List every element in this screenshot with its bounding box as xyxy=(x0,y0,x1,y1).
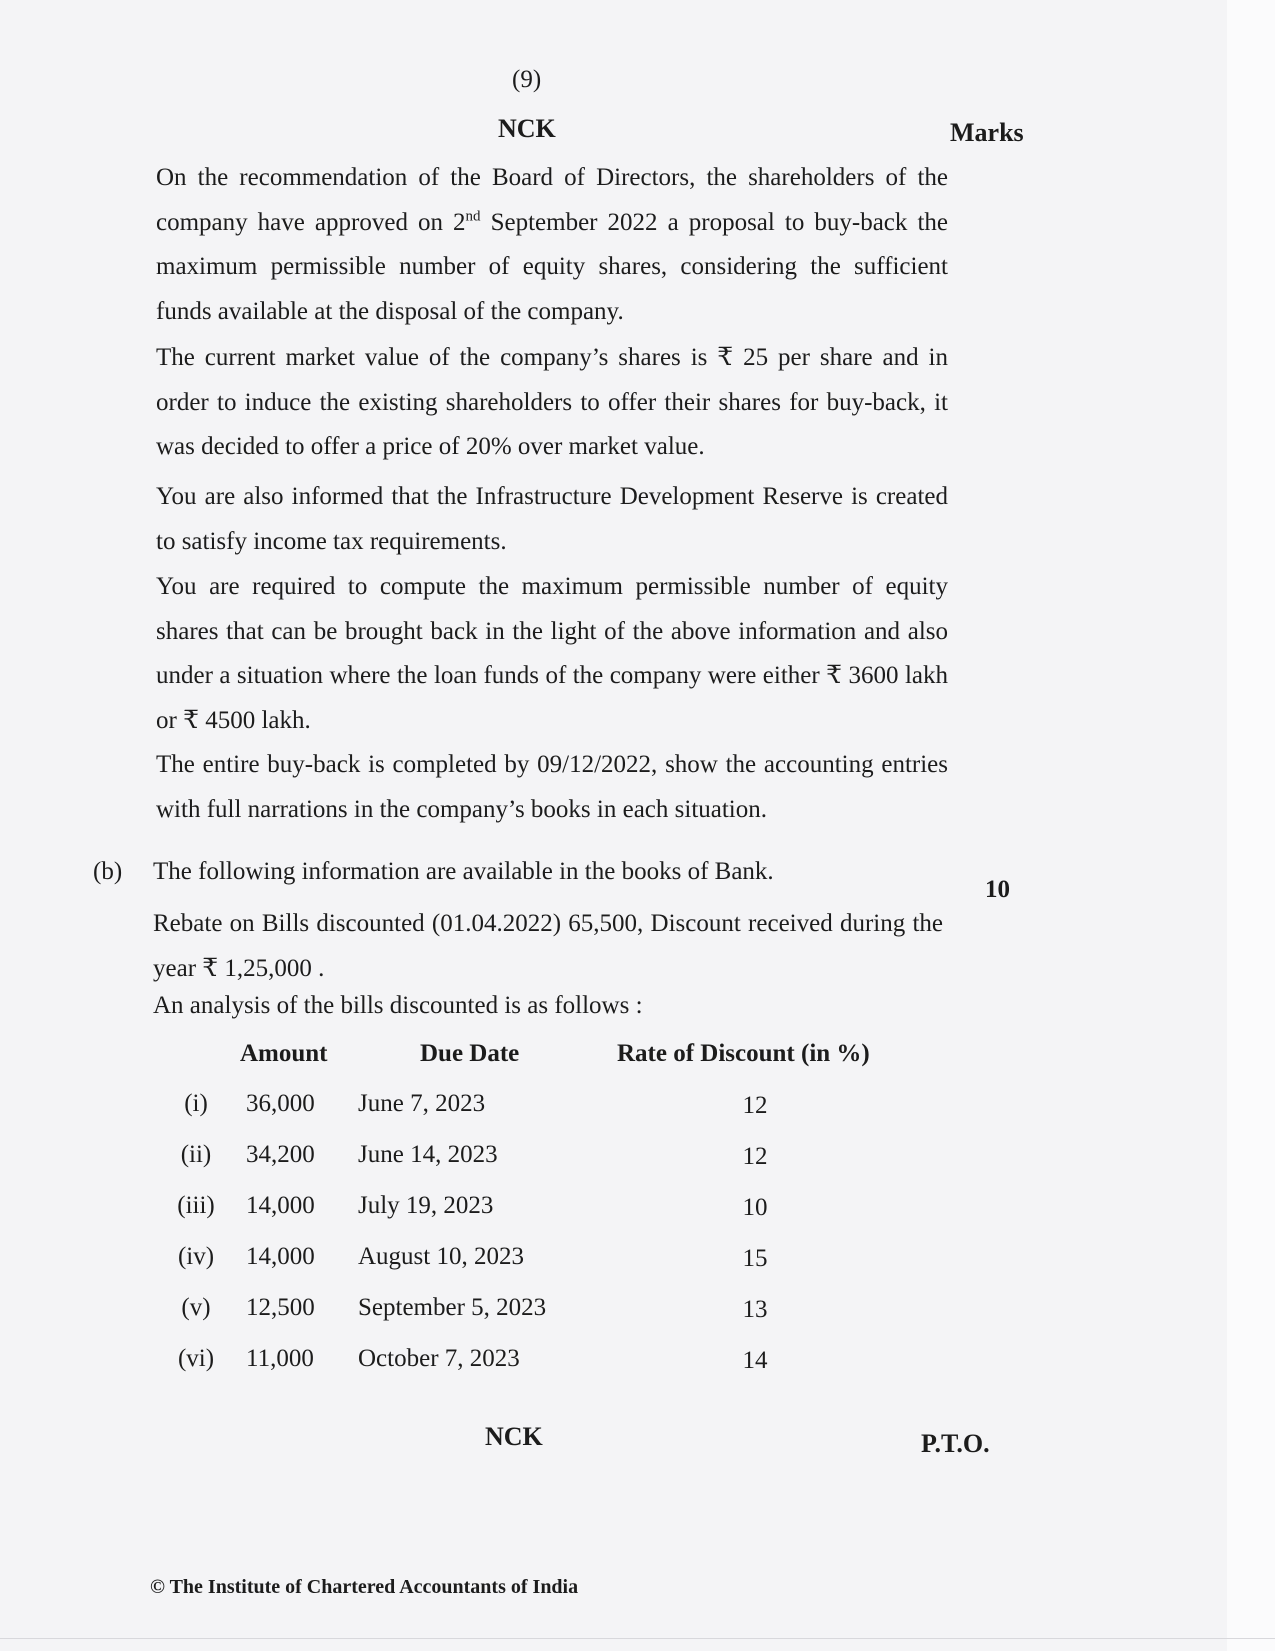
please-turn-over: P.T.O. xyxy=(921,1429,990,1458)
table-row xyxy=(0,1243,1100,1283)
analysis-text: An analysis of the bills discounted is as follows : xyxy=(153,992,643,1019)
row-number: (v) xyxy=(181,1294,211,1321)
row-due-date: July 19, 2023 xyxy=(358,1192,494,1219)
page-bottom-rule xyxy=(0,1638,1275,1639)
row-due-date: June 7, 2023 xyxy=(358,1090,486,1117)
row-amount: 34,200 xyxy=(246,1141,315,1168)
row-number: (vi) xyxy=(177,1345,215,1372)
paragraph-infrastructure-reserve: You are also informed that the Infrastructure Development Reserve is created to satisfy income tax requirements. xyxy=(156,483,948,555)
row-rate: 10 xyxy=(742,1194,768,1221)
row-number: (ii) xyxy=(180,1141,212,1168)
row-due-date: August 10, 2023 xyxy=(358,1243,524,1270)
paper-code-bottom: NCK xyxy=(485,1422,543,1451)
page-number: (9) xyxy=(512,66,542,93)
part-b-intro: The following information are available in the books of Bank. xyxy=(153,858,774,885)
row-rate: 15 xyxy=(742,1245,768,1272)
copyright-footer: © The Institute of Chartered Accountants of India xyxy=(150,1576,579,1598)
marks-heading: Marks xyxy=(950,118,1024,147)
paragraph-requirement: You are required to compute the maximum permissible number of equity shares that can be brought back in the light of the above information and also under a situation where the loan funds of the company were either ₹ 3600 lakh or ₹ 4500 lakh. xyxy=(156,573,948,734)
row-amount: 14,000 xyxy=(246,1243,315,1270)
paper-code-top: NCK xyxy=(498,114,556,143)
part-b-marks: 10 xyxy=(985,876,1010,903)
page-edge-shade xyxy=(1227,0,1275,1651)
row-amount: 36,000 xyxy=(246,1090,315,1117)
row-rate: 13 xyxy=(742,1296,768,1323)
table-row xyxy=(0,1141,1100,1181)
table-row xyxy=(0,1090,1100,1130)
row-due-date: October 7, 2023 xyxy=(358,1345,520,1372)
table-row xyxy=(0,1192,1100,1232)
row-number: (i) xyxy=(184,1090,208,1117)
row-amount: 12,500 xyxy=(246,1294,315,1321)
question-part-label: (b) xyxy=(93,858,123,885)
row-number: (iv) xyxy=(177,1243,215,1270)
table-header-amount: Amount xyxy=(240,1040,328,1067)
rebate-text: Rebate on Bills discounted (01.04.2022) 65,500, Discount received during the year ₹ 1,25,000 . xyxy=(153,910,943,982)
row-rate: 14 xyxy=(742,1347,768,1374)
table-row xyxy=(0,1345,1100,1385)
paragraph-market-value: The current market value of the company’s shares is ₹ 25 per share and in order to induce the existing shareholders to offer their shares for buy-back, it was decided to offer a price of 20% over market value. xyxy=(156,344,948,460)
row-number: (iii) xyxy=(177,1192,215,1219)
row-amount: 14,000 xyxy=(246,1192,315,1219)
row-due-date: June 14, 2023 xyxy=(358,1141,498,1168)
table-header-rate: Rate of Discount (in %) xyxy=(617,1040,870,1067)
row-rate: 12 xyxy=(742,1092,768,1119)
paragraph-buyback-approval: On the recommendation of the Board of Directors, the shareholders of the company have approved on 2nd September 2022 a proposal to buy-back the maximum permissible number of equity shares, considering the sufficient funds available at the disposal of the company. xyxy=(156,164,948,325)
row-due-date: September 5, 2023 xyxy=(358,1294,547,1321)
table-row xyxy=(0,1294,1100,1334)
row-rate: 12 xyxy=(742,1143,768,1170)
paragraph-completion: The entire buy-back is completed by 09/12/2022, show the accounting entries with full narrations in the company’s books in each situation. xyxy=(156,751,948,823)
row-amount: 11,000 xyxy=(246,1345,314,1372)
table-header-due-date: Due Date xyxy=(420,1040,520,1067)
